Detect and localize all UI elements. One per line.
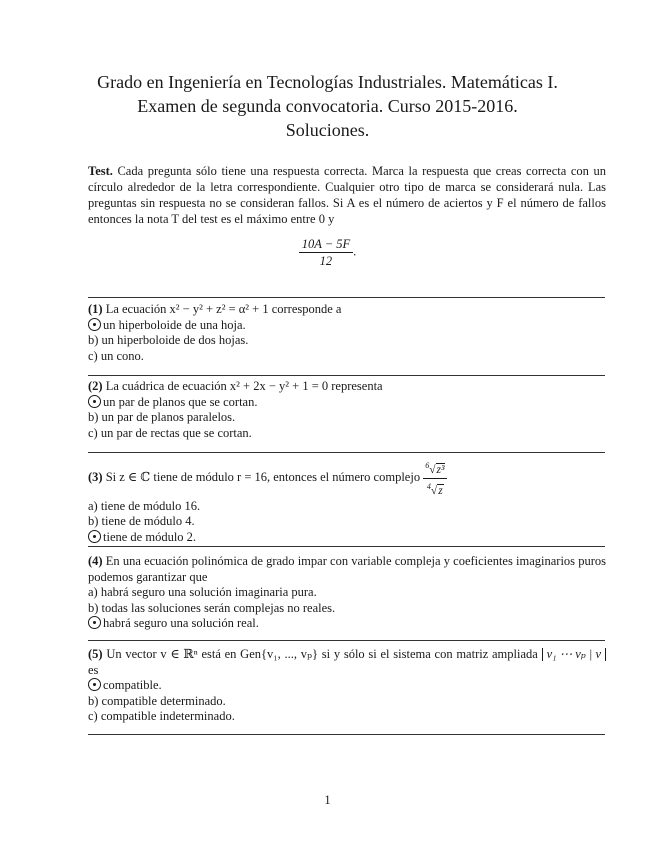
test-label: Test. (88, 164, 113, 178)
option-text: compatible. (103, 678, 162, 692)
option-b[interactable] (88, 410, 606, 426)
title-line-1: Grado en Ingeniería en Tecnologías Industriales. Matemáticas I. (97, 72, 558, 92)
question-statement: La ecuación x² − y² + z² = α² + 1 corresponde a (105, 302, 342, 316)
grade-fraction (299, 236, 353, 269)
question-number: (3) (88, 470, 103, 485)
option-text: un par de planos que se cortan. (103, 394, 258, 409)
test-instructions (88, 163, 606, 227)
title-line-2: Examen de segunda convocatoria. Curso 2015-2016. (137, 96, 518, 116)
circled-answer-icon (88, 616, 101, 629)
option-c[interactable] (88, 426, 606, 442)
option-text: a) tiene de módulo 16. (88, 498, 201, 513)
complex-fraction: $\frac{^6√z^3}{^4√z}$ (423, 458, 447, 499)
option-a-correct[interactable] (88, 318, 606, 334)
radicand: z (438, 484, 443, 497)
divider (88, 640, 605, 641)
option-text: habrá seguro una solución real. (103, 616, 259, 630)
option-a[interactable] (88, 499, 606, 515)
question-number: (4) (88, 554, 103, 568)
title-line-3: Soluciones. (285, 120, 370, 140)
option-c[interactable] (88, 349, 606, 365)
document-title (0, 70, 655, 142)
formula-numerator: 10A − 5F (299, 236, 353, 253)
question-2 (88, 379, 606, 441)
option-text: b) un hiperboloide de dos hojas. (88, 333, 249, 347)
option-a[interactable] (88, 585, 606, 601)
option-text: b) todas las soluciones serán complejas no reales. (88, 600, 336, 615)
option-c[interactable] (88, 709, 606, 725)
option-text: un hiperboloide de una hoja. (103, 317, 246, 332)
option-text: tiene de módulo 2. (103, 529, 197, 544)
option-b[interactable] (88, 333, 606, 349)
question-5 (88, 647, 606, 725)
question-statement: En una ecuación polinómica de grado impar con variable compleja y coeficientes imaginarios puros podemos garantizar que (88, 554, 606, 584)
root-index: 6 (425, 461, 430, 470)
option-a-correct[interactable] (88, 678, 606, 694)
divider (88, 375, 605, 376)
option-b[interactable] (88, 601, 606, 617)
circled-answer-icon (88, 395, 101, 408)
divider (88, 546, 605, 547)
option-b[interactable] (88, 514, 606, 530)
option-text: b) compatible determinado. (88, 693, 226, 708)
option-text: a) habrá seguro una solución imaginaria pura. (88, 585, 317, 599)
option-text: c) un par de rectas que se cortan. (88, 425, 252, 440)
option-c-correct[interactable] (88, 616, 606, 632)
circled-answer-icon (88, 318, 101, 331)
option-text: c) un cono. (88, 348, 144, 363)
question-3 (88, 458, 606, 545)
formula-denominator: 12 (319, 254, 333, 268)
option-text: b) tiene de módulo 4. (88, 514, 195, 529)
question-1 (88, 302, 606, 364)
question-number: (1) (88, 302, 103, 316)
test-text: Cada pregunta sólo tiene una respuesta correcta. Marca la respuesta que creas correcta con un círculo alrededor de la letra correspondiente. Cualquier otro tipo de marca se considerará nula. Las preguntas sin respuesta no se consideran fallos. Si A es el número de aciertos y F el número de fallos entonces la nota T del test es el máximo entre 0 y (88, 164, 606, 226)
grade-formula (0, 236, 655, 269)
question-4 (88, 554, 606, 632)
option-c-correct[interactable] (88, 530, 606, 546)
divider (88, 452, 605, 453)
option-a-correct[interactable] (88, 395, 606, 411)
divider (88, 734, 605, 735)
divider (88, 297, 605, 298)
question-statement-end: es (88, 662, 99, 677)
circled-answer-icon (88, 678, 101, 691)
option-text: c) compatible indeterminado. (88, 709, 235, 723)
radicand: z³ (436, 463, 445, 476)
augmented-matrix: v₁ ⋯ vₚ | v (542, 648, 606, 661)
root-index: 4 (426, 481, 431, 491)
question-statement: Un vector v ∈ ℝⁿ está en Gen{v₁, ..., vₚ} si y sólo si el sistema con matriz ampliada (106, 647, 538, 661)
question-number: (5) (88, 647, 103, 661)
circled-answer-icon (88, 530, 101, 543)
option-text: b) un par de planos paralelos. (88, 410, 236, 424)
question-statement: Si z ∈ ℂ tiene de módulo r = 16, entonces el número complejo (105, 470, 421, 485)
option-b[interactable] (88, 694, 606, 710)
question-number: (2) (88, 379, 103, 393)
page-number: 1 (324, 793, 331, 807)
formula-period: . (353, 244, 357, 259)
question-statement: La cuádrica de ecuación x² + 2x − y² + 1 = 0 representa (105, 379, 383, 393)
